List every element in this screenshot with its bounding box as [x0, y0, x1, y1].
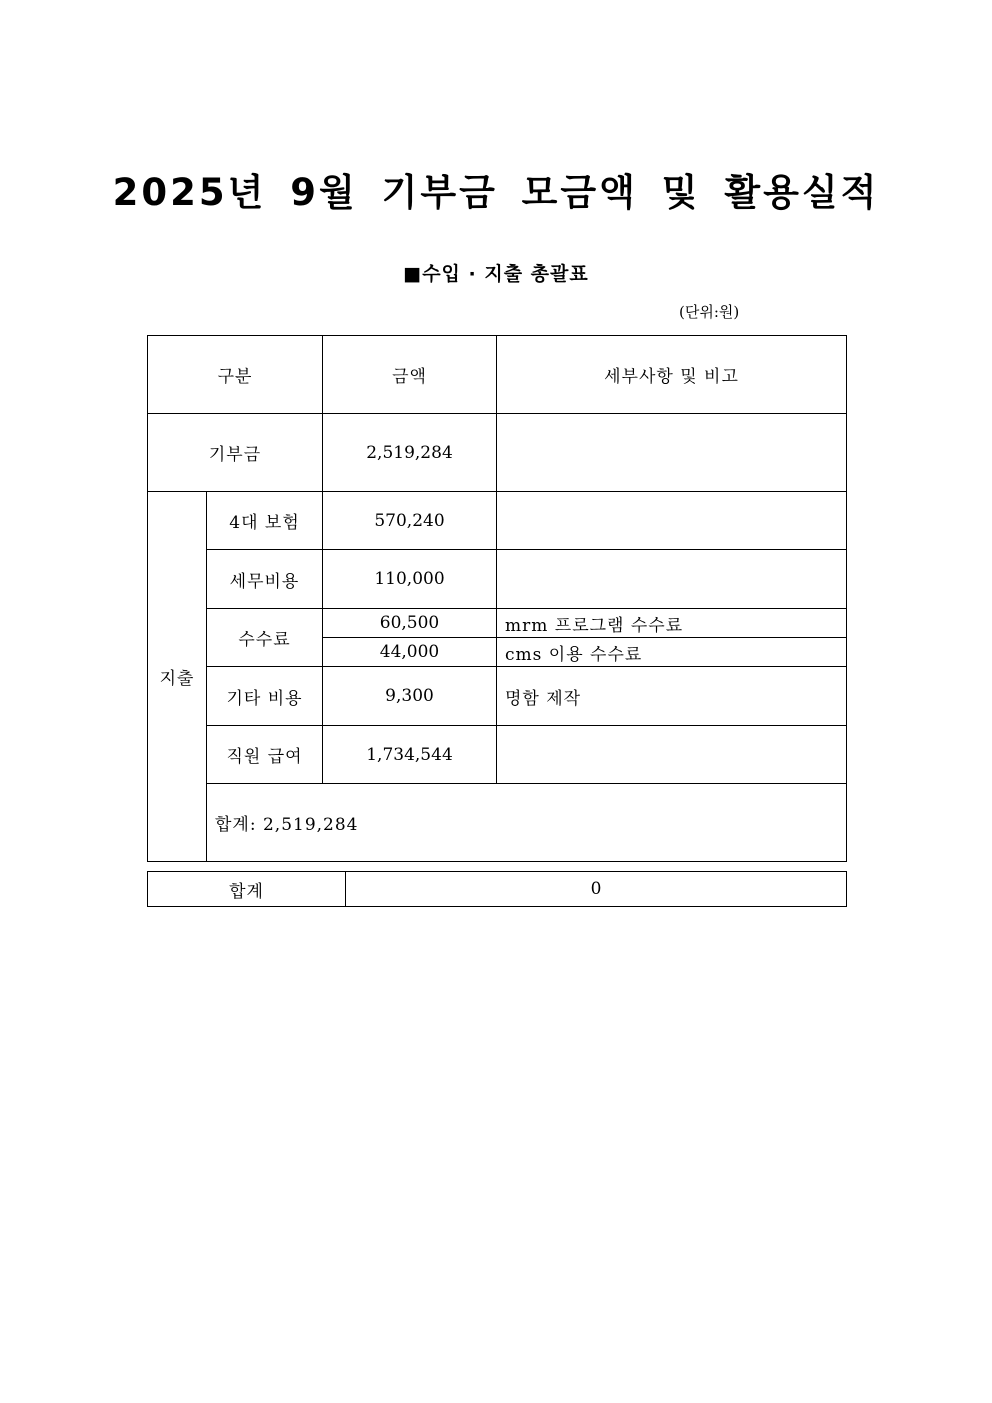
- expense-insurance-label: 4대 보험: [229, 513, 300, 533]
- income-note: [497, 414, 846, 491]
- expense-salary-label: 직원 급여: [226, 747, 303, 767]
- income-label: 기부금: [208, 445, 262, 465]
- expense-tax-note: [497, 550, 846, 608]
- table-subtitle: ■수입 · 지출 총괄표: [403, 263, 589, 285]
- header-amount: 금액: [392, 367, 427, 387]
- document-title: 2025년 9월 기부금 모금액 및 활용실적: [112, 171, 880, 214]
- expense-salary-amount: 1,734,544: [366, 744, 453, 765]
- expense-fee-note-1: mrm 프로그램 수수료: [505, 615, 684, 636]
- expense-other-label: 기타 비용: [226, 688, 303, 709]
- expense-fee-label: 수수료: [238, 630, 291, 650]
- header-category: 구분: [217, 367, 253, 387]
- expense-subtotal: 합계: 2,519,284: [215, 815, 359, 835]
- expense-salary-note: [497, 726, 846, 783]
- header-notes: 세부사항 및 비고: [604, 367, 739, 387]
- expense-fee-note-2: cms 이용 수수료: [505, 644, 643, 665]
- total-label: 합계: [229, 881, 264, 902]
- summary-table: [147, 335, 847, 862]
- expense-label: 지출: [159, 669, 195, 689]
- expense-insurance-amount: 570,240: [374, 510, 445, 531]
- expense-tax-label: 세무비용: [229, 571, 300, 592]
- expense-fee-amount-1: 60,500: [379, 613, 440, 633]
- expense-insurance-note: [497, 492, 846, 549]
- expense-fee-amount-2: 44,000: [379, 642, 440, 662]
- expense-other-amount: 9,300: [385, 686, 434, 706]
- total-table: [147, 871, 847, 907]
- expense-tax-amount: 110,000: [374, 569, 445, 589]
- income-amount: 2,519,284: [366, 442, 453, 463]
- unit-label: (단위:원): [679, 303, 740, 321]
- expense-other-note: 명함 제작: [505, 688, 582, 709]
- total-value: 0: [590, 879, 602, 899]
